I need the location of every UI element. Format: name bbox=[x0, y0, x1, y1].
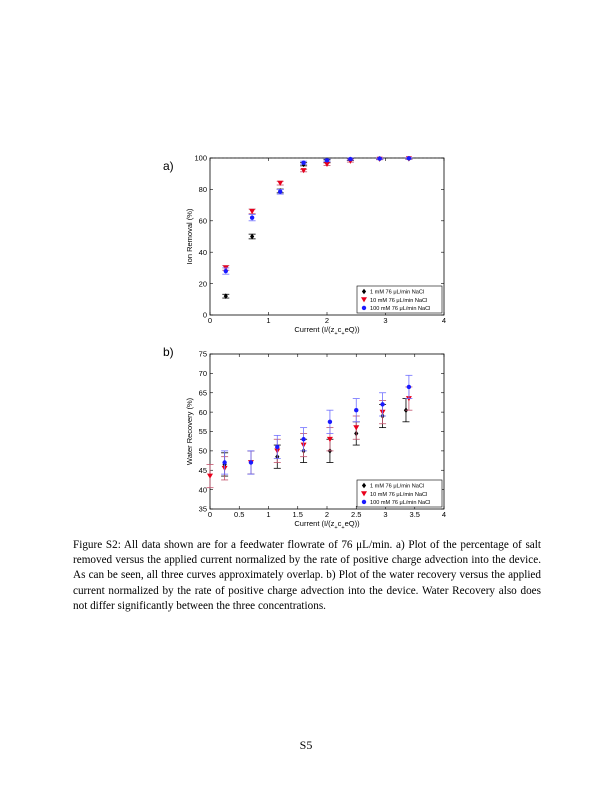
y-tick-label: 50 bbox=[198, 446, 207, 456]
data-point bbox=[275, 445, 279, 449]
x-tick-label: 1.5 bbox=[292, 510, 303, 519]
y-tick-label: 20 bbox=[198, 279, 207, 289]
x-axis-label-subscript: + bbox=[341, 331, 345, 337]
legend-label: 100 mM 76 μL/min NaCl bbox=[370, 500, 431, 507]
y-tick-label: 65 bbox=[198, 388, 207, 398]
data-point bbox=[222, 460, 226, 464]
panel-b bbox=[163, 345, 446, 531]
x-axis-label bbox=[294, 325, 360, 337]
page-number: S5 bbox=[299, 738, 313, 752]
y-tick-label: 0 bbox=[202, 310, 207, 320]
x-tick-label: 2 bbox=[324, 316, 330, 325]
y-tick-label: 60 bbox=[198, 407, 207, 417]
legend-marker bbox=[362, 500, 366, 504]
panel-label: b) bbox=[163, 345, 174, 359]
y-tick-label: 80 bbox=[198, 185, 207, 195]
series-1mM bbox=[222, 156, 412, 299]
x-axis-label-subscript: + bbox=[334, 331, 338, 337]
x-axis-label-part: eQ)) bbox=[344, 519, 360, 528]
x-tick-label: 0 bbox=[207, 316, 213, 325]
y-axis-label: Ion Removal (%) bbox=[185, 208, 194, 265]
x-tick-label: 1 bbox=[266, 316, 271, 325]
x-axis-label-subscript: + bbox=[341, 525, 345, 531]
x-axis-label-part: Current (I/(z bbox=[294, 325, 335, 334]
panel-label: a) bbox=[163, 159, 174, 173]
x-tick-label: 4 bbox=[441, 316, 447, 325]
x-tick-label: 3 bbox=[383, 510, 388, 519]
y-tick-label: 35 bbox=[198, 504, 207, 514]
x-axis-label-part: eQ)) bbox=[344, 325, 360, 334]
data-point bbox=[353, 425, 359, 430]
legend bbox=[357, 480, 442, 507]
data-point bbox=[380, 402, 384, 406]
series-10mM bbox=[222, 156, 412, 270]
series-100mM bbox=[222, 156, 412, 274]
data-point bbox=[348, 157, 352, 161]
x-tick-label: 3 bbox=[383, 316, 388, 325]
legend-label: 10 mM 76 μL/min NaCl bbox=[370, 491, 428, 498]
data-point bbox=[250, 215, 254, 219]
data-point bbox=[301, 168, 307, 173]
data-point bbox=[207, 474, 213, 479]
x-axis-label bbox=[294, 519, 360, 531]
data-point bbox=[324, 162, 330, 167]
data-point bbox=[301, 437, 305, 441]
y-tick-label: 40 bbox=[198, 247, 207, 257]
data-point bbox=[249, 460, 253, 464]
legend-label: 10 mM 76 μL/min NaCl bbox=[370, 297, 428, 304]
data-point bbox=[328, 420, 332, 424]
y-axis-label: Water Recovery (%) bbox=[185, 397, 194, 466]
x-axis-label-part: c bbox=[337, 519, 342, 528]
x-axis-label-subscript: + bbox=[334, 525, 338, 531]
y-tick-label: 55 bbox=[198, 427, 207, 437]
x-tick-label: 2.5 bbox=[351, 510, 362, 519]
x-tick-label: 2 bbox=[324, 510, 330, 519]
data-point bbox=[278, 190, 282, 194]
legend-label: 100 mM 76 μL/min NaCl bbox=[370, 306, 431, 313]
x-axis-label-part: c bbox=[337, 325, 342, 334]
panel-a bbox=[163, 154, 446, 337]
data-point bbox=[407, 385, 411, 389]
figure-caption: Figure S2: All data shown are for a feedwater flowrate of 76 μL/min. a) Plot of the percentage of salt removed versus the applied current normalized by the rate of positive charge advection into the device. As can be seen, all three curves approximately overlap. b) Plot of the water recovery versus the applied current normalized by the rate of positive charge advection into the device. Water Recovery also does not differ significantly between the three concentrations. bbox=[73, 539, 541, 612]
x-tick-label: 4 bbox=[441, 510, 447, 519]
x-tick-label: 1 bbox=[266, 510, 271, 519]
y-tick-label: 70 bbox=[198, 369, 207, 379]
data-point bbox=[354, 408, 358, 412]
data-point bbox=[407, 156, 411, 160]
series-100mM bbox=[221, 375, 412, 474]
series-10mM bbox=[207, 387, 413, 488]
legend-label: 1 mM 76 μL/min NaCl bbox=[370, 289, 425, 296]
y-tick-label: 40 bbox=[198, 485, 207, 495]
x-tick-label: 0.5 bbox=[234, 510, 245, 519]
legend bbox=[357, 286, 442, 313]
data-point bbox=[377, 156, 381, 160]
data-point bbox=[301, 161, 305, 165]
legend-label: 1 mM 76 μL/min NaCl bbox=[370, 483, 425, 490]
legend-marker bbox=[362, 306, 366, 310]
y-tick-label: 45 bbox=[198, 465, 207, 475]
y-tick-label: 100 bbox=[194, 153, 207, 163]
y-tick-label: 75 bbox=[198, 349, 207, 359]
data-point bbox=[325, 158, 329, 162]
x-axis-label-part: Current (I/(z bbox=[294, 519, 335, 528]
data-point bbox=[249, 209, 255, 214]
y-tick-label: 60 bbox=[198, 216, 207, 226]
x-tick-label: 0 bbox=[207, 510, 213, 519]
x-tick-label: 3.5 bbox=[409, 510, 420, 519]
data-point bbox=[224, 269, 228, 273]
